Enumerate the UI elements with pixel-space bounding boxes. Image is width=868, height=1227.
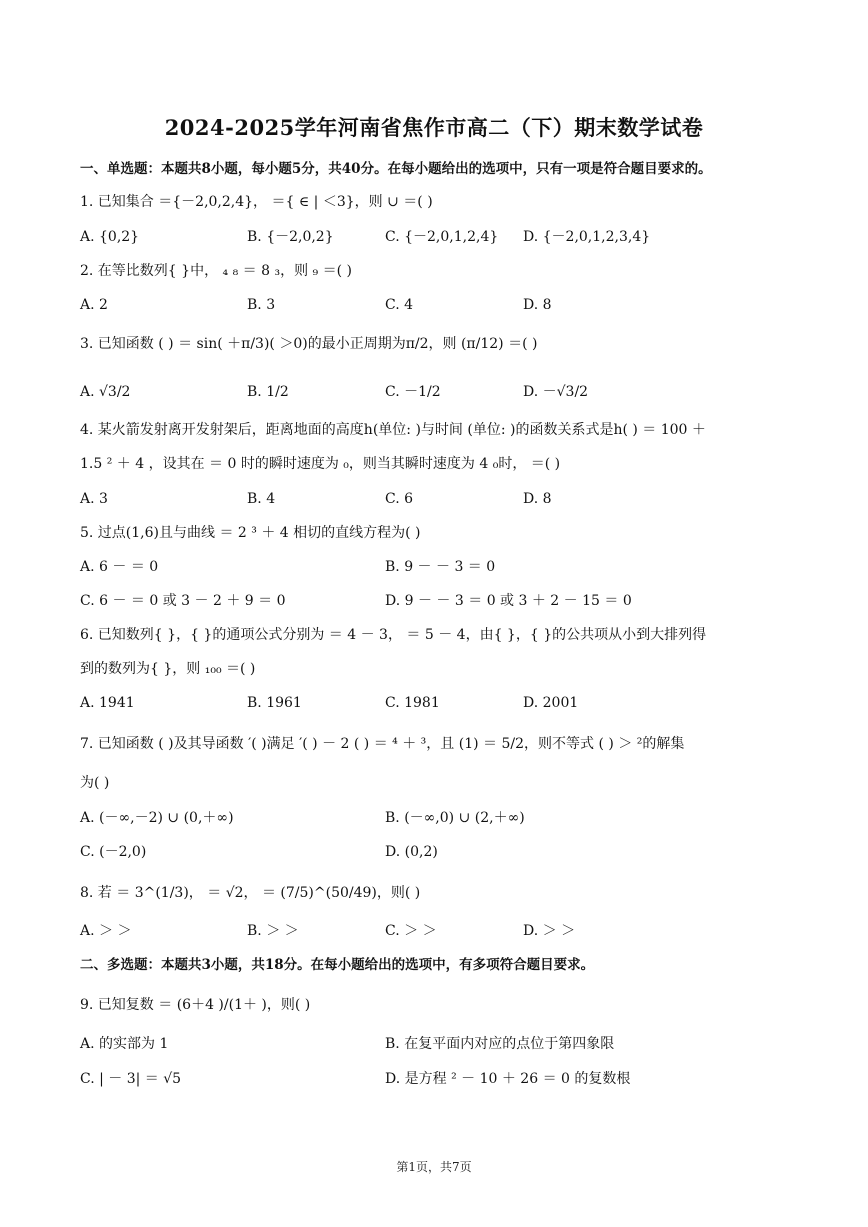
q6-option-a: A. 1941: [80, 695, 135, 711]
q7-option-b: B. (－∞,0) ∪ (2,＋∞): [385, 810, 525, 826]
question-6-stem-line1: 6. 已知数列{ }，{ }的通项公式分别为 ＝ 4 － 3， ＝ 5 － 4，由{ }，{ }的公共项从小到大排列得: [80, 627, 707, 643]
q9-option-d: D. 是方程 ² － 10 ＋ 26 ＝ 0 的复数根: [385, 1071, 631, 1087]
q4-option-a: A. 3: [80, 491, 108, 507]
q2-option-d: D. 8: [523, 297, 552, 313]
q4-option-c: C. 6: [385, 491, 414, 507]
q1-option-c: C. {－2,0,1,2,4}: [385, 229, 499, 245]
q9-option-b: B. 在复平面内对应的点位于第四象限: [385, 1036, 615, 1052]
question-6-stem-line2: 到的数列为{ }，则 ₁₀₀ ＝( ): [80, 661, 256, 677]
question-5-stem: 5. 过点(1,6)且与曲线 ＝ 2 ³ ＋ 4 相切的直线方程为( ): [80, 525, 421, 541]
question-4-stem-line2: 1.5 ² ＋ 4 ，设其在 ＝ 0 时的瞬时速度为 ₀，则当其瞬时速度为 4 ₀时， ＝( ): [80, 456, 561, 472]
question-8-stem: 8. 若 ＝ 3^(1/3)， ＝ √2， ＝ (7/5)^(50/49)，则( ): [80, 885, 421, 901]
question-1-stem: 1. 已知集合 ＝{－2,0,2,4}， ＝{ ∈ | ＜3}，则 ∪ ＝( ): [80, 194, 433, 210]
question-2-stem: 2. 在等比数列{ }中， ₄ ₈ ＝ 8 ₃，则 ₉ ＝( ): [80, 263, 352, 279]
q3-option-c: C. －1/2: [385, 384, 441, 400]
q1-option-b: B. {－2,0,2}: [247, 229, 334, 245]
question-7-stem-line2: 为( ): [80, 775, 110, 791]
section-multiple-choice: 二、多选题：本题共3小题，共18分。在每小题给出的选项中，有多项符合题目要求。: [80, 957, 595, 973]
q6-option-b: B. 1961: [247, 695, 302, 711]
q3-option-d: D. －√3/2: [523, 384, 589, 400]
q1-option-a: A. {0,2}: [80, 229, 140, 245]
q1-option-d: D. {－2,0,1,2,3,4}: [523, 229, 651, 245]
q8-option-b: B. ＞ ＞: [247, 923, 299, 939]
q7-option-c: C. (－2,0): [80, 844, 147, 860]
q2-option-c: C. 4: [385, 297, 414, 313]
q5-option-d: D. 9 － － 3 ＝ 0 或 3 ＋ 2 － 15 ＝ 0: [385, 593, 632, 609]
exam-title: 2024-2025学年河南省焦作市高二（下）期末数学试卷: [164, 115, 704, 140]
q2-option-b: B. 3: [247, 297, 276, 313]
q8-option-d: D. ＞ ＞: [523, 923, 576, 939]
question-4-stem-line1: 4. 某火箭发射离开发射架后，距离地面的高度h(单位: )与时间 (单位: )的函数关系式是h( ) ＝ 100 ＋: [80, 422, 706, 438]
q9-option-c: C. | － 3| ＝ √5: [80, 1071, 182, 1087]
question-3-stem: 3. 已知函数 ( ) ＝ sin( ＋π/3)( ＞0)的最小正周期为π/2，则 (π/12) ＝( ): [80, 336, 538, 352]
q5-option-c: C. 6 － ＝ 0 或 3 － 2 ＋ 9 ＝ 0: [80, 593, 286, 609]
question-9-stem: 9. 已知复数 ＝ (6＋4 )/(1＋ )，则( ): [80, 997, 311, 1013]
page-footer: 第1页，共7页: [396, 1160, 472, 1174]
q6-option-d: D. 2001: [523, 695, 579, 711]
q7-option-a: A. (－∞,－2) ∪ (0,＋∞): [80, 810, 234, 826]
q3-option-a: A. √3/2: [80, 384, 131, 400]
question-7-stem-line1: 7. 已知函数 ( )及其导函数 ′( )满足 ′( ) － 2 ( ) ＝ ⁴ ＋ ³，且 (1) ＝ 5/2，则不等式 ( ) ＞ ²的解集: [80, 736, 685, 752]
q4-option-d: D. 8: [523, 491, 552, 507]
q9-option-a: A. 的实部为 1: [80, 1036, 169, 1052]
q4-option-b: B. 4: [247, 491, 276, 507]
q6-option-c: C. 1981: [385, 695, 440, 711]
q7-option-d: D. (0,2): [385, 844, 438, 860]
q8-option-a: A. ＞ ＞: [80, 923, 132, 939]
section-single-choice: 一、单选题：本题共8小题，每小题5分，共40分。在每小题给出的选项中，只有一项是符合题目要求的。: [80, 161, 712, 177]
q5-option-a: A. 6 － ＝ 0: [80, 559, 159, 575]
q2-option-a: A. 2: [80, 297, 108, 313]
q5-option-b: B. 9 － － 3 ＝ 0: [385, 559, 496, 575]
q8-option-c: C. ＞ ＞: [385, 923, 437, 939]
q3-option-b: B. 1/2: [247, 384, 289, 400]
